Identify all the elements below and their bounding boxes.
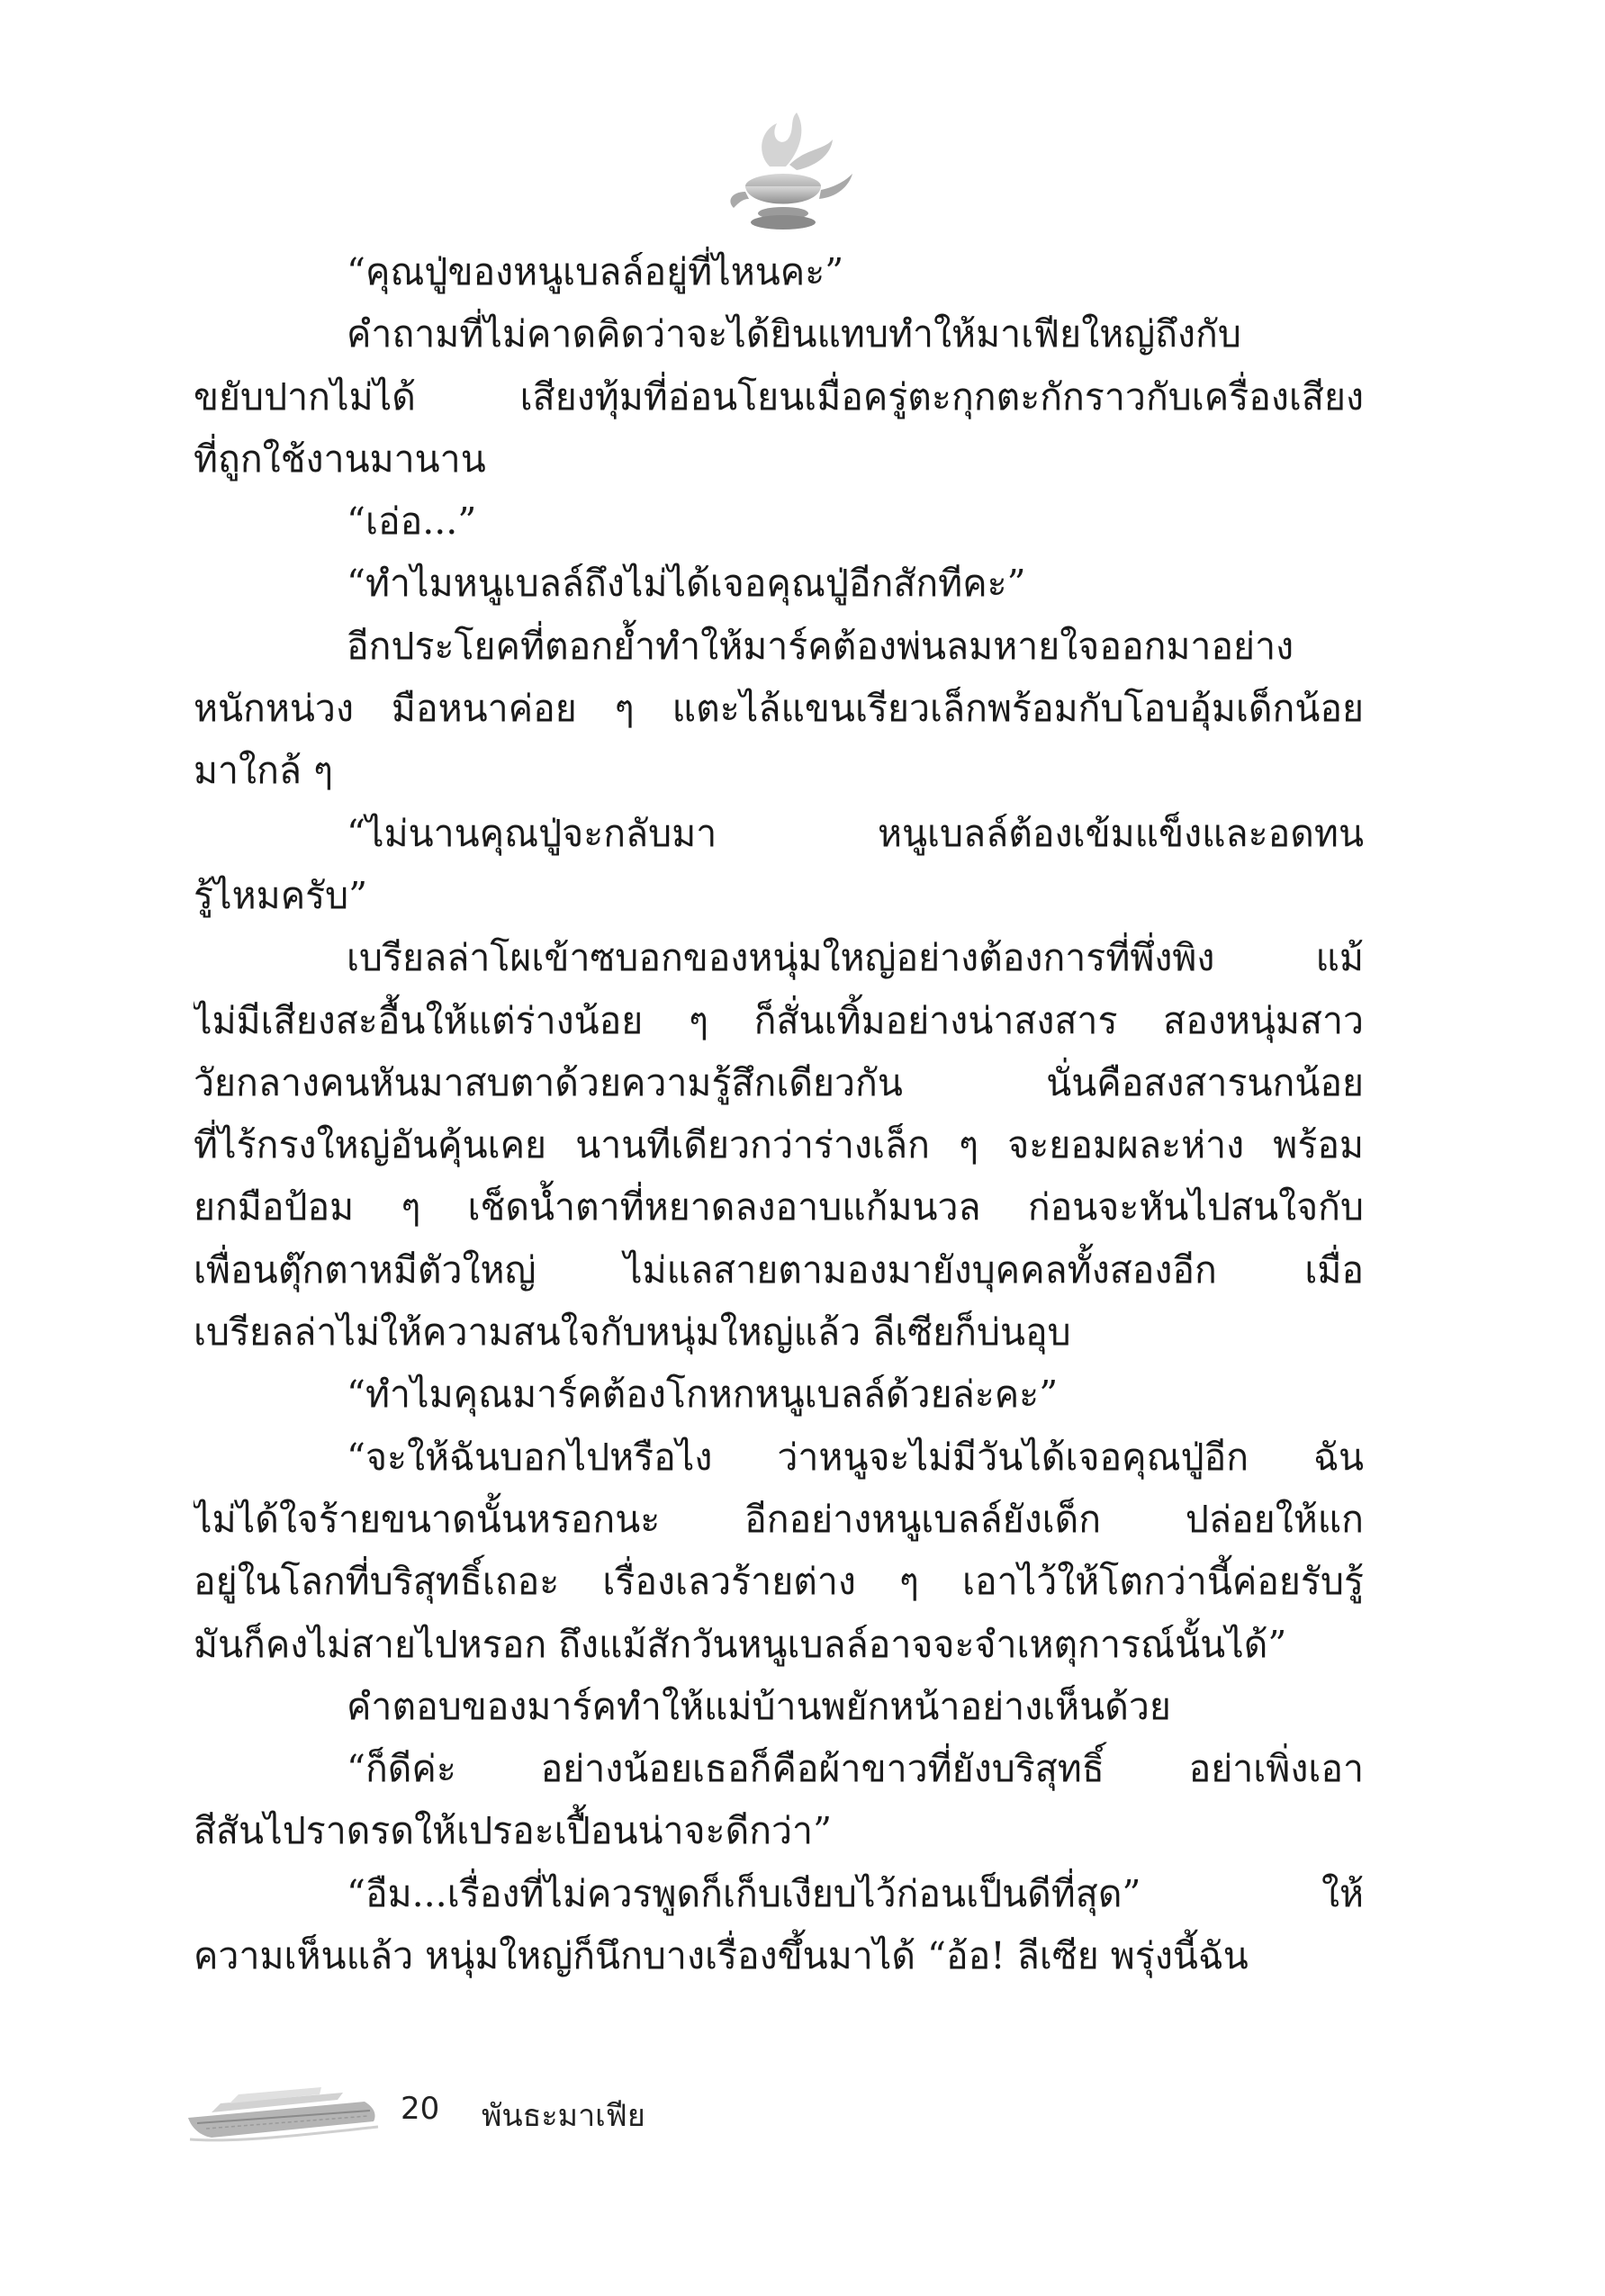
magic-lamp-icon	[707, 104, 860, 239]
paragraph-first-line: “จะให้ฉันบอกไปหรือไง ว่าหนูจะไม่มีวันได้เจอคุณปู่อีก ฉัน	[347, 1435, 1364, 1479]
paragraph-line: ไม่มีเสียงสะอื้นให้แต่ร่างน้อย ๆ ก็สั่นเทิ้มอย่างน่าสงสาร สองหนุ่มสาว	[194, 998, 1364, 1042]
paragraph-line: รู้ไหมครับ”	[194, 873, 368, 917]
paragraph-line: ที่ไร้กรงใหญ่อันคุ้นเคย นานทีเดียวกว่าร่างเล็ก ๆ จะยอมผละห่าง พร้อม	[194, 1123, 1364, 1167]
paragraph-line: วัยกลางคนหันมาสบตาด้วยความรู้สึกเดียวกัน นั่นคือสงสารนกน้อย	[194, 1060, 1364, 1104]
paragraph-line: เบรียลล่าไม่ให้ความสนใจกับหนุ่มใหญ่แล้ว ลีเซียก็บ่นอุบ	[194, 1310, 1071, 1355]
paragraph-line: หนักหน่วง มือหนาค่อย ๆ แตะไล้แขนเรียวเล็กพร้อมกับโอบอุ้มเด็กน้อย	[194, 687, 1364, 731]
paragraph-line: ขยับปากไม่ได้ เสียงทุ้มที่อ่อนโยนเมื่อครู่ตะกุกตะกักราวกับเครื่องเสียง	[194, 374, 1364, 419]
paragraph-line: มันก็คงไม่สายไปหรอก ถึงแม้สักวันหนูเบลล์อาจจะจำเหตุการณ์นั้นได้”	[194, 1622, 1287, 1666]
book-title: พันธะมาเฟีย	[482, 2098, 645, 2134]
body-text	[194, 241, 1364, 1987]
paragraph-first-line: “คุณปู่ของหนูเบลล์อยู่ที่ไหนคะ”	[347, 250, 844, 293]
paragraph-line: ที่ถูกใช้งานมานาน	[194, 437, 486, 481]
paragraph-first-line: “ทำไมหนูเบลล์ถึงไม่ได้เจอคุณปู่อีกสักทีคะ”	[347, 562, 1026, 606]
paragraph-line: ยกมือป้อม ๆ เช็ดน้ำตาที่หยาดลงอาบแก้มนวล ก่อนจะหันไปสนใจกับ	[194, 1185, 1364, 1229]
page-footer	[185, 2075, 815, 2156]
paragraph-first-line: “อืม...เรื่องที่ไม่ควรพูดก็เก็บเงียบไว้ก่อนเป็นดีที่สุด” ให้	[347, 1871, 1364, 1915]
paragraph-first-line: “ทำไมคุณมาร์คต้องโกหกหนูเบลล์ด้วยล่ะคะ”	[347, 1373, 1059, 1417]
paragraph-first-line: อีกประโยคที่ตอกย้ำทำให้มาร์คต้องพ่นลมหายใจออกมาอย่าง	[347, 624, 1294, 668]
paragraph-line: ความเห็นแล้ว หนุ่มใหญ่ก็นึกบางเรื่องขึ้นมาได้ “อ้อ! ลีเซีย พรุ่งนี้ฉัน	[194, 1934, 1249, 1978]
paragraph-line: เพื่อนตุ๊กตาหมีตัวใหญ่ ไม่แลสายตามองมายังบุคคลทั้งสองอีก เมื่อ	[194, 1247, 1364, 1292]
paragraph-first-line: คำตอบของมาร์คทำให้แม่บ้านพยักหน้าอย่างเห็นด้วย	[347, 1684, 1171, 1728]
paragraph-line: ไม่ได้ใจร้ายขนาดนั้นหรอกนะ อีกอย่างหนูเบลล์ยังเด็ก ปล่อยให้แก	[194, 1497, 1364, 1541]
paragraph-first-line: “ไม่นานคุณปู่จะกลับมา หนูเบลล์ต้องเข้มแข็งและอดทน	[347, 811, 1364, 855]
paragraph-line: อยู่ในโลกที่บริสุทธิ์เถอะ เรื่องเลวร้ายต่าง ๆ เอาไว้ให้โตกว่านี้ค่อยรับรู้	[194, 1560, 1364, 1604]
cruise-ship-icon	[185, 2075, 383, 2147]
paragraph-first-line: “ก็ดีค่ะ อย่างน้อยเธอก็คือผ้าขาวที่ยังบริสุทธิ์ อย่าเพิ่งเอา	[347, 1747, 1364, 1791]
paragraph-line: สีสันไปราดรดให้เปรอะเปื้อนน่าจะดีกว่า”	[194, 1809, 833, 1853]
page-number: 20	[401, 2091, 440, 2127]
paragraph-first-line: คำถามที่ไม่คาดคิดว่าจะได้ยินแทบทำให้มาเฟียใหญ่ถึงกับ	[347, 312, 1241, 356]
paragraph-line: มาใกล้ ๆ	[194, 749, 334, 793]
paragraph-first-line: เบรียลล่าโผเข้าซบอกของหนุ่มใหญ่อย่างต้องการที่พึ่งพิง แม้	[347, 936, 1364, 980]
paragraph-first-line: “เอ่อ...”	[347, 500, 477, 544]
